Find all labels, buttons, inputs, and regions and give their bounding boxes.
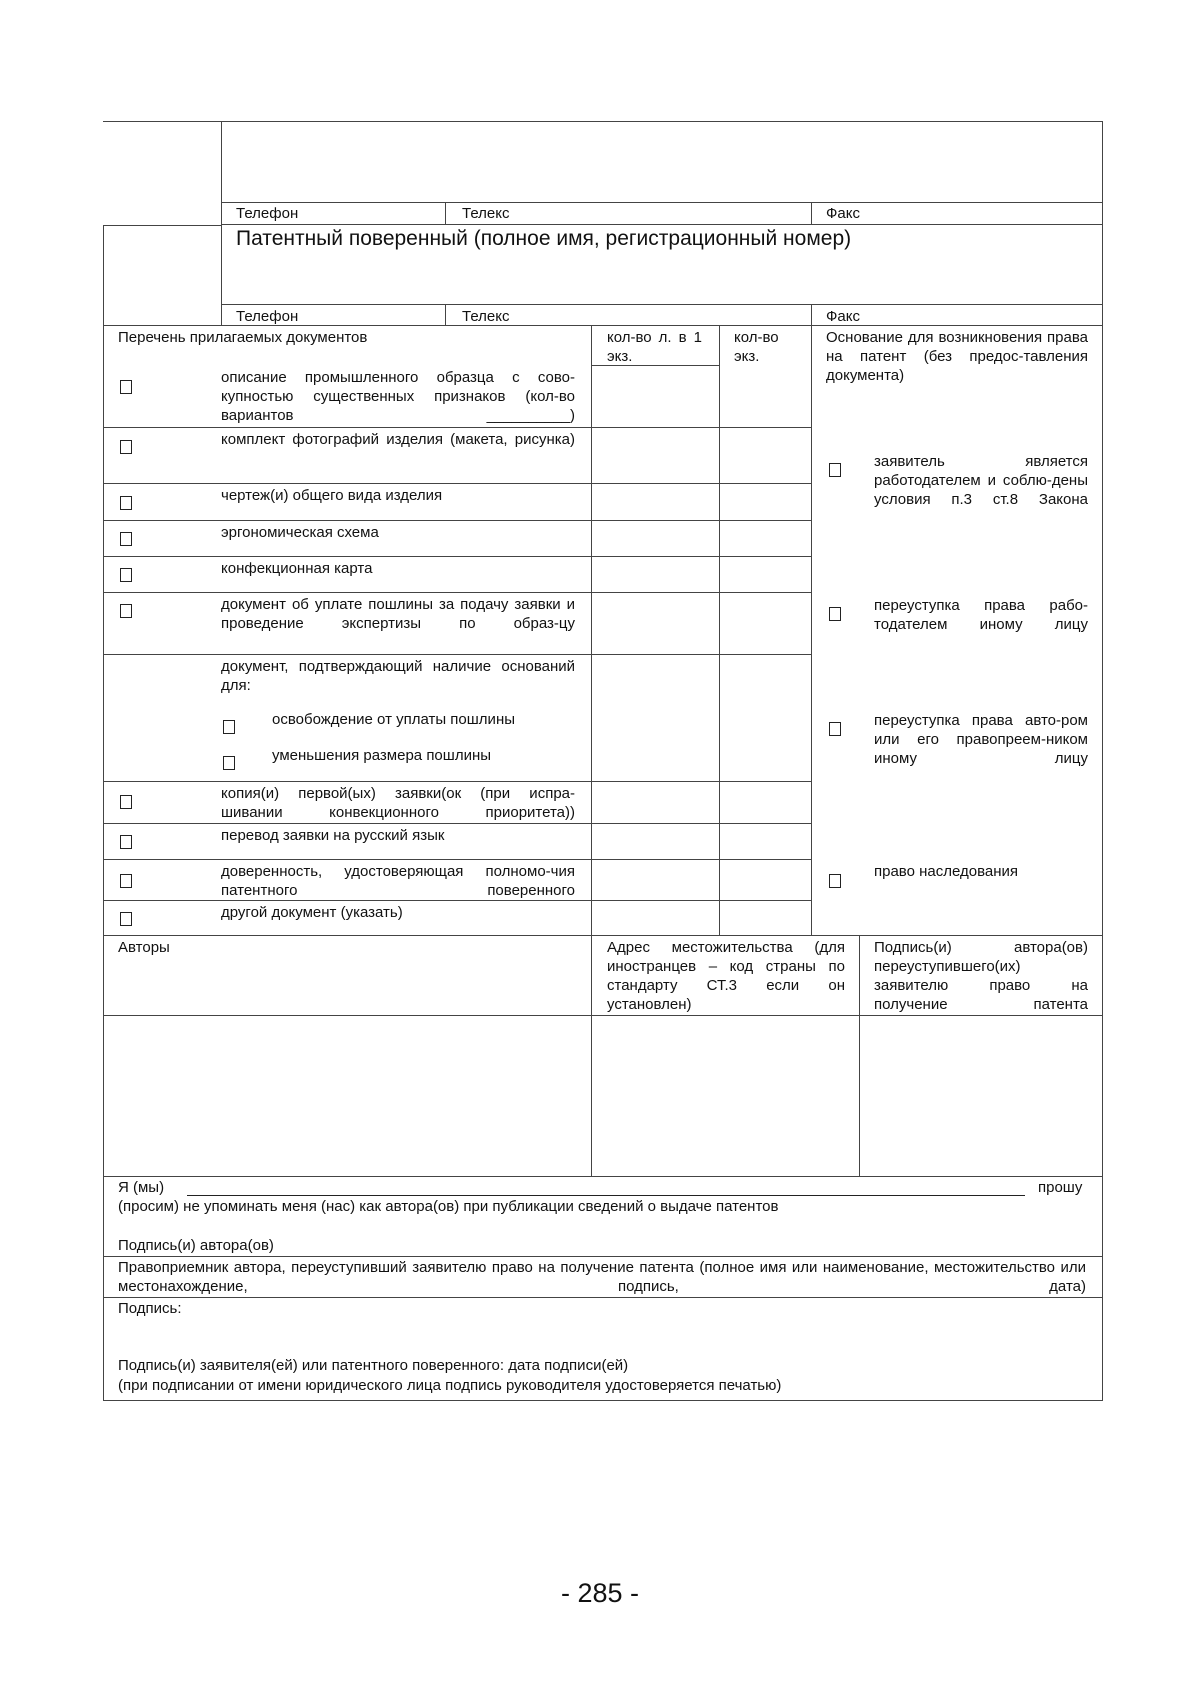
page-number: - 285 - [560,1578,640,1608]
sheets-count-header: кол-во л. в 1 экз. [607,329,702,365]
authors-signature-label: Подпись(и) автора(ов) [118,1237,274,1254]
author-signature-area[interactable] [860,1016,1101,1175]
telex-label: Телекс [462,205,510,222]
document-item-6: документ об уплате пошлины за подачу заявки и проведение экспертизы по образ-цу [221,596,575,632]
document-item-1: описание промышленного образца с сово-купностью существенных признаков (кол-во вариантов __________) [221,369,575,424]
basis-inheritance-label: право наследования [874,863,1019,880]
basis-employer-label: заявитель является работодателем и соблю-дены условия п.3 ст.8 Закона [874,453,1088,508]
fax-label: Факс [826,205,860,222]
documents-list-header: Перечень прилагаемых документов [118,329,368,346]
signature-label: Подпись: [118,1300,182,1317]
basis-checkbox-employer[interactable] [829,463,841,477]
document-checkbox-2[interactable] [120,440,132,454]
attorney-telex-label: Телекс [462,308,510,325]
address-input-area[interactable] [592,1016,858,1175]
basis-employer-transfer-label: переуступка права рабо-тодателем иному лицу [874,597,1088,633]
document-item-8: копия(и) первой(ых) заявки(ок (при испра-шивании конвекционного приоритета)) [221,785,575,821]
authors-header: Авторы [118,939,170,956]
legal-entity-note: (при подписании от имени юридического лица подпись руководителя удостоверяется печатью) [118,1377,782,1394]
basis-checkbox-inheritance[interactable] [829,874,841,888]
author-signature-header: Подпись(и) автора(ов) переуступившего(их) заявителю право на получение патента [874,939,1088,1013]
authors-input-area[interactable] [104,1016,590,1175]
document-checkbox-6[interactable] [120,604,132,618]
document-item-5: конфекционная карта [221,560,373,577]
document-checkbox-5[interactable] [120,568,132,582]
document-item-10: доверенность, удостоверяющая полномо-чия патентного поверенного [221,863,575,899]
request-text: (просим) не упоминать меня (нас) как автора(ов) при публикации сведений о выдаче патентов [118,1198,779,1215]
document-checkbox-8[interactable] [120,795,132,809]
address-header: Адрес местожительства (для иностранцев – код страны по стандарту СТ.3 если он установлен) [607,939,845,1013]
document-checkbox-11[interactable] [120,912,132,926]
copies-count-header: кол-во экз. [734,329,779,365]
document-item-9: перевод заявки на русский язык [221,827,445,844]
name-blank-line[interactable] [187,1195,1025,1196]
fee-reduction-checkbox[interactable] [223,756,235,770]
basis-checkbox-employer-transfer[interactable] [829,607,841,621]
applicant-signature-label: Подпись(и) заявителя(ей) или патентного поверенного: дата подписи(ей) [118,1357,629,1374]
document-item-3: чертеж(и) общего вида изделия [221,487,443,504]
document-checkbox-3[interactable] [120,496,132,510]
basis-checkbox-author-transfer[interactable] [829,722,841,736]
document-item-11: другой документ (указать) [221,904,403,921]
document-checkbox-10[interactable] [120,874,132,888]
attorney-title: Патентный поверенный (полное имя, регистрационный номер) [236,227,852,250]
document-item-4: эргономическая схема [221,524,379,541]
fee-exemption-checkbox[interactable] [223,720,235,734]
request-start: Я (мы) [118,1179,165,1196]
document-checkbox-4[interactable] [120,532,132,546]
attorney-fax-label: Факс [826,308,860,325]
document-checkbox-9[interactable] [120,835,132,849]
document-item-7: документ, подтверждающий наличие оснований для: [221,658,575,694]
fee-exemption-label: освобождение от уплаты пошлины [272,711,516,728]
basis-author-transfer-label: переуступка права авто-ром или его правопреем-ником иному лицу [874,712,1088,767]
document-item-2: комплект фотографий изделия (макета, рисунка) [221,431,575,448]
request-end: прошу [1038,1179,1083,1196]
document-checkbox-1[interactable] [120,380,132,394]
successor-text: Правоприемник автора, переуступивший заявителю право на получение патента (полное имя или наименование, местожительство или местонахождение, подпись, дата) [118,1259,1086,1295]
phone-label: Телефон [236,205,299,222]
attorney-phone-label: Телефон [236,308,299,325]
fee-reduction-label: уменьшения размера пошлины [272,747,492,764]
basis-header: Основание для возникновения права на патент (без предос-тавления документа) [826,329,1088,384]
